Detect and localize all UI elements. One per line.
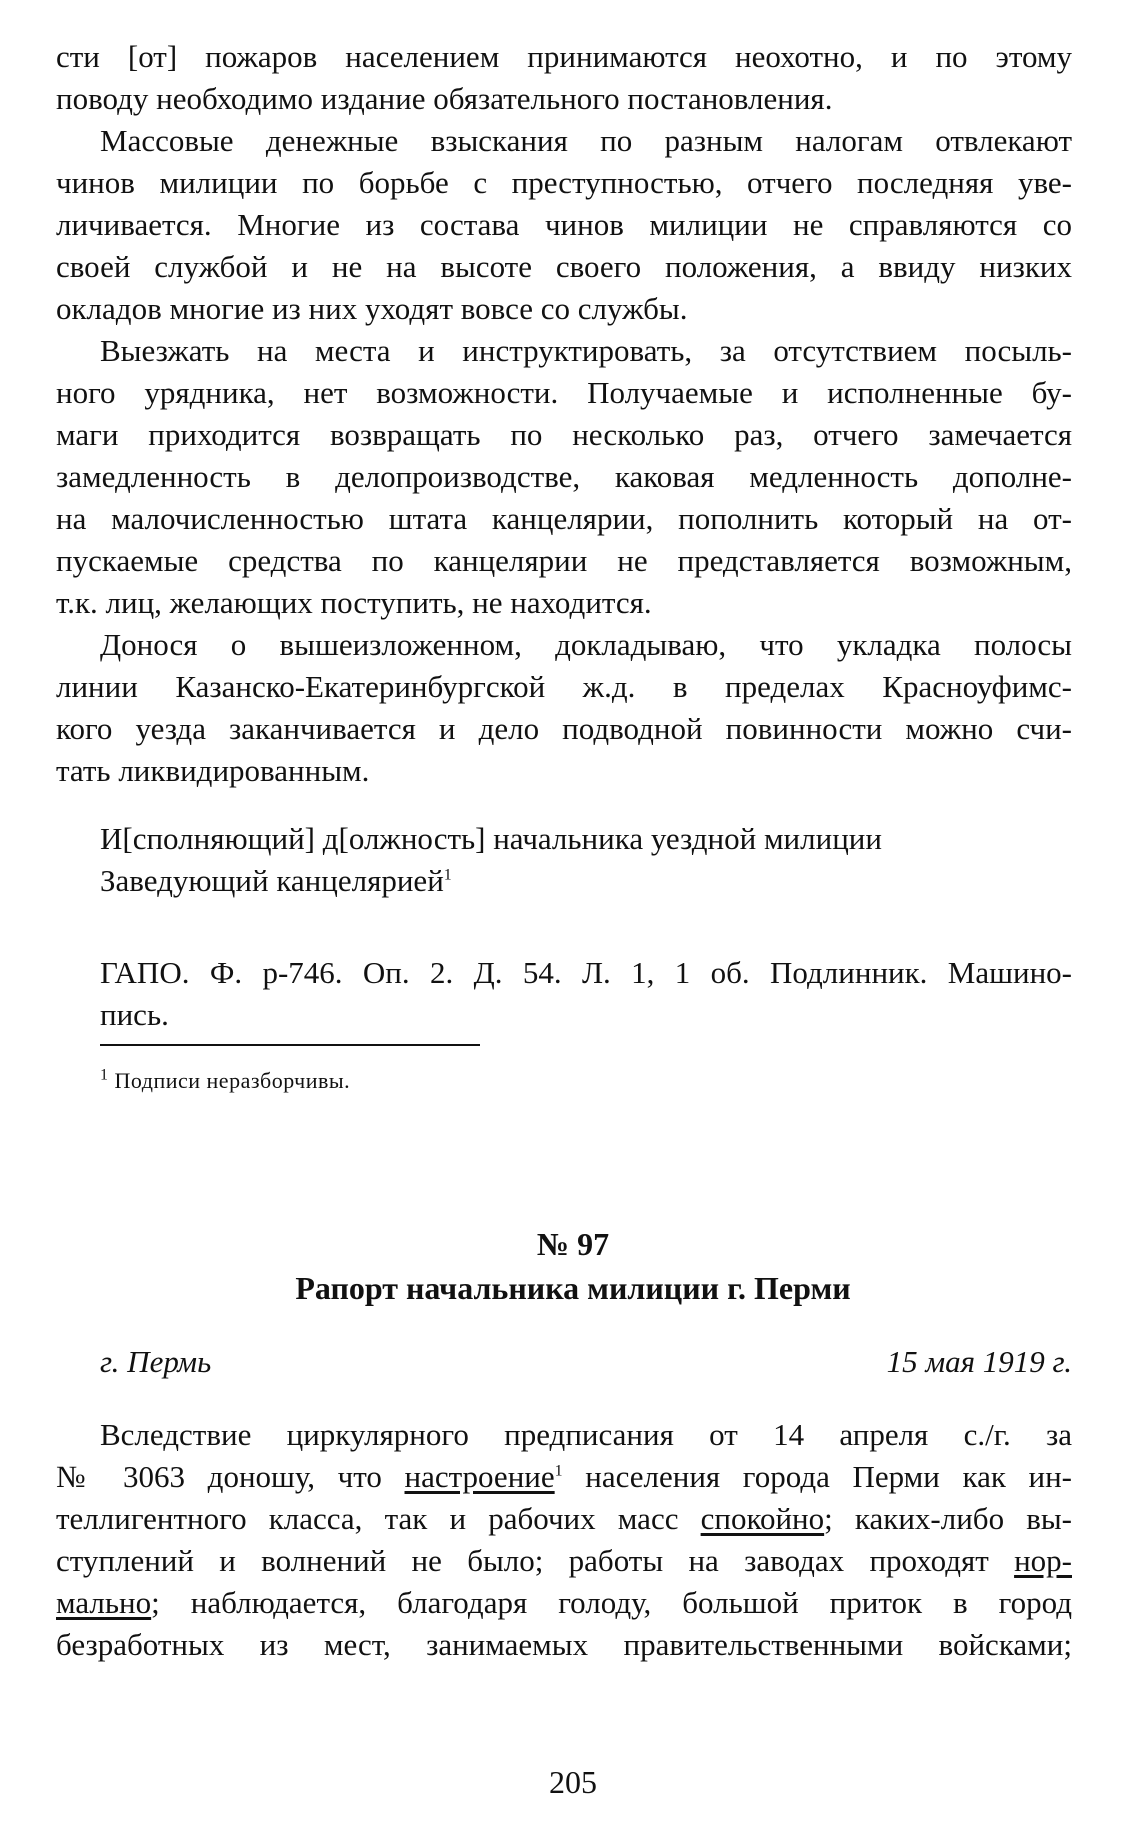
footnote-text: Подписи неразборчивы. <box>114 1068 351 1093</box>
text-line <box>56 1582 1072 1624</box>
signature-position: И[сполняющий] д[олжность] начальника уездной милиции <box>100 821 882 856</box>
body-text-top <box>56 36 1072 792</box>
text-line: окладов многие из них уходят вовсе со службы. <box>56 291 688 326</box>
paragraph-4 <box>56 624 1072 792</box>
text-line: маги приходится возвращать по несколько раз, отчего замечается <box>56 417 1072 452</box>
underlined-word: спокойно <box>700 1501 825 1536</box>
archival-source <box>100 952 1072 1036</box>
text-run: ступлений и волнений не было; работы на заводах проходят <box>56 1543 1015 1578</box>
text-line: ного урядника, нет возможности. Получаемые и исполненные бу- <box>56 375 1072 410</box>
text-line: чинов милиции по борьбе с преступностью, отчего последняя уве- <box>56 165 1072 200</box>
text-run: ; каких-либо вы- <box>824 1501 1073 1536</box>
signature-block <box>100 818 882 902</box>
text-line <box>56 1540 1072 1582</box>
text-line: сти [от] пожаров населением принимаются неохотно, и по этому <box>56 39 1072 74</box>
text-line: Массовые денежные взыскания по разным налогам отвлекают <box>100 123 1072 158</box>
text-run: теллигентного класса, так и рабочих масс <box>56 1501 701 1536</box>
text-run: ; наблюдается, благодаря голоду, большой приток в город <box>151 1585 1072 1620</box>
text-line: кого уезда заканчивается и дело подводной повинности можно счи- <box>56 711 1072 746</box>
text-line: Выезжать на места и инструктировать, за отсутствием посыль- <box>100 333 1072 368</box>
document-number: № 97 <box>536 1226 610 1262</box>
text-line: пускаемые средства по канцелярии не представляется возможным, <box>56 543 1072 578</box>
signature-clerk <box>100 860 882 902</box>
footnote-divider <box>100 1044 480 1046</box>
text-line <box>56 1498 1072 1540</box>
text-line: своей службой и не на высоте своего положения, а ввиду низких <box>56 249 1072 284</box>
footnote <box>100 1066 350 1096</box>
document-place: г. Пермь <box>100 1344 212 1379</box>
footnote-mark: 1 <box>100 1066 109 1084</box>
text-line: т.к. лиц, желающих поступить, не находится. <box>56 585 652 620</box>
document-title: Рапорт начальника милиции г. Перми <box>295 1270 851 1306</box>
text-line <box>56 1456 1072 1498</box>
text-run: населения города Перми как ин- <box>562 1459 1073 1494</box>
text-run: № 3063 доношу, что <box>56 1459 405 1494</box>
footnote-reference: 1 <box>443 866 452 884</box>
document-date: 15 мая 1919 г. <box>886 1344 1072 1379</box>
text-line: Донося о вышеизложенном, докладываю, что укладка полосы <box>100 627 1072 662</box>
paragraph-2 <box>56 120 1072 330</box>
text-line: линии Казанско-Екатеринбургской ж.д. в пределах Красноуфимс- <box>56 669 1072 704</box>
page-number: 205 <box>549 1764 597 1800</box>
source-line: ГАПО. Ф. р-746. Оп. 2. Д. 54. Л. 1, 1 об. Подлинник. Машино- <box>100 955 1072 990</box>
footnote-reference: 1 <box>554 1462 563 1480</box>
underlined-word: нор- <box>1014 1543 1072 1578</box>
underlined-word: мально <box>56 1585 152 1620</box>
underlined-word: настроение <box>404 1459 555 1494</box>
text-line: на малочисленностью штата канцелярии, пополнить который на от- <box>56 501 1072 536</box>
text-line: тать ликвидированным. <box>56 753 370 788</box>
text-line: личивается. Многие из состава чинов милиции не справляются со <box>56 207 1072 242</box>
signature-clerk-label: Заведующий канцелярией <box>100 863 444 898</box>
paragraph-1 <box>56 36 1072 120</box>
text-line: поводу необходимо издание обязательного постановления. <box>56 81 833 116</box>
text-line: безработных из мест, занимаемых правительственными войсками; <box>56 1627 1072 1662</box>
body-text-bottom <box>56 1414 1072 1666</box>
text-line: Вследствие циркулярного предписания от 14 апреля с./г. за <box>100 1417 1072 1452</box>
source-line: пись. <box>100 997 169 1032</box>
paragraph-3 <box>56 330 1072 624</box>
text-line: замедленность в делопроизводстве, каковая медленность дополне- <box>56 459 1072 494</box>
